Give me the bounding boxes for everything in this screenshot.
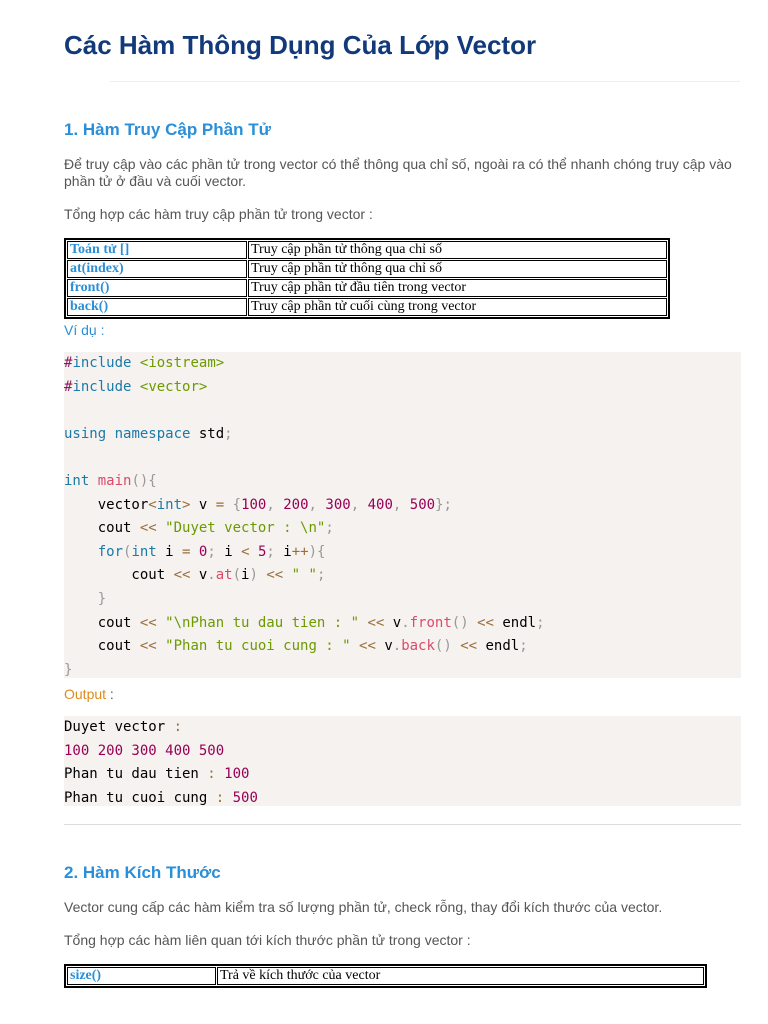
code-line: #include <vector>	[64, 378, 208, 395]
output-line: Phan tu dau tien : 100	[64, 766, 250, 783]
table-row	[67, 260, 667, 278]
function-description-cell: Truy cập phần tử đầu tiên trong vector	[248, 279, 667, 297]
output-label-text: Output	[64, 686, 107, 702]
page-title: Các Hàm Thông Dụng Của Lớp Vector	[64, 30, 537, 60]
function-name-cell: size()	[67, 967, 216, 985]
code-line: cout << "Duyet vector : \n";	[64, 520, 334, 537]
size-functions-table	[64, 964, 707, 988]
code-line: using namespace std;	[64, 425, 233, 442]
output-line: Duyet vector :	[64, 719, 183, 735]
code-line: for(int i = 0; i < 5; i++){	[97, 543, 326, 560]
code-line: cout << v.at(i) << " ";	[64, 567, 326, 584]
code-line: }	[64, 661, 73, 678]
code-line: vector<int> v = {100, 200, 300, 400, 500};	[64, 496, 452, 513]
table-row	[67, 967, 704, 985]
output-line: Phan tu cuoi cung : 500	[64, 789, 258, 806]
output-line: 100 200 300 400 500	[64, 742, 225, 759]
code-line: cout << "Phan tu cuoi cung : " << v.back() << endl;	[64, 638, 528, 655]
section-heading-element-access: 1. Hàm Truy Cập Phần Tử	[64, 120, 271, 139]
section1-summary: Tổng hợp các hàm truy cập phần tử trong vector :	[64, 206, 373, 222]
section2-summary: Tổng hợp các hàm liên quan tới kích thước phần tử trong vector :	[64, 932, 471, 948]
table-row	[67, 298, 667, 316]
function-description-cell: Truy cập phần tử thông qua chỉ số	[248, 260, 667, 278]
table-row	[67, 241, 667, 259]
code-block	[64, 352, 741, 678]
output-label	[64, 686, 114, 702]
code-line: int main(){	[64, 472, 157, 489]
code-line: }	[97, 590, 107, 607]
code-line	[64, 399, 741, 423]
code-line	[64, 446, 741, 470]
code-line: cout << "\nPhan tu dau tien : " << v.front() << endl;	[64, 614, 545, 631]
function-name-cell: at(index)	[67, 260, 247, 278]
function-description-cell: Truy cập phần tử thông qua chỉ số	[248, 241, 667, 259]
code-line: #include <iostream>	[64, 355, 225, 371]
example-label: Ví dụ :	[64, 322, 105, 338]
section-heading-size: 2. Hàm Kích Thước	[64, 863, 221, 882]
function-description-cell: Trả về kích thước của vector	[217, 967, 704, 985]
output-block	[64, 716, 741, 806]
title-divider	[110, 81, 740, 82]
function-description-cell: Truy cập phần tử cuối cùng trong vector	[248, 298, 667, 316]
section2-intro: Vector cung cấp các hàm kiểm tra số lượng phần tử, check rỗng, thay đổi kích thước của vector.	[64, 899, 663, 915]
access-functions-table	[64, 238, 670, 319]
output-label-colon: :	[106, 686, 114, 702]
section1-intro: Để truy cập vào các phần tử trong vector có thể thông qua chỉ số, ngoài ra có thể nhanh chóng truy cập vào phần tử ở đầu và cuối vector.	[64, 156, 732, 189]
function-name-cell: front()	[67, 279, 247, 297]
section-divider	[64, 824, 741, 825]
function-name-cell: back()	[67, 298, 247, 316]
table-row	[67, 279, 667, 297]
function-name-cell: Toán tử []	[67, 241, 247, 259]
